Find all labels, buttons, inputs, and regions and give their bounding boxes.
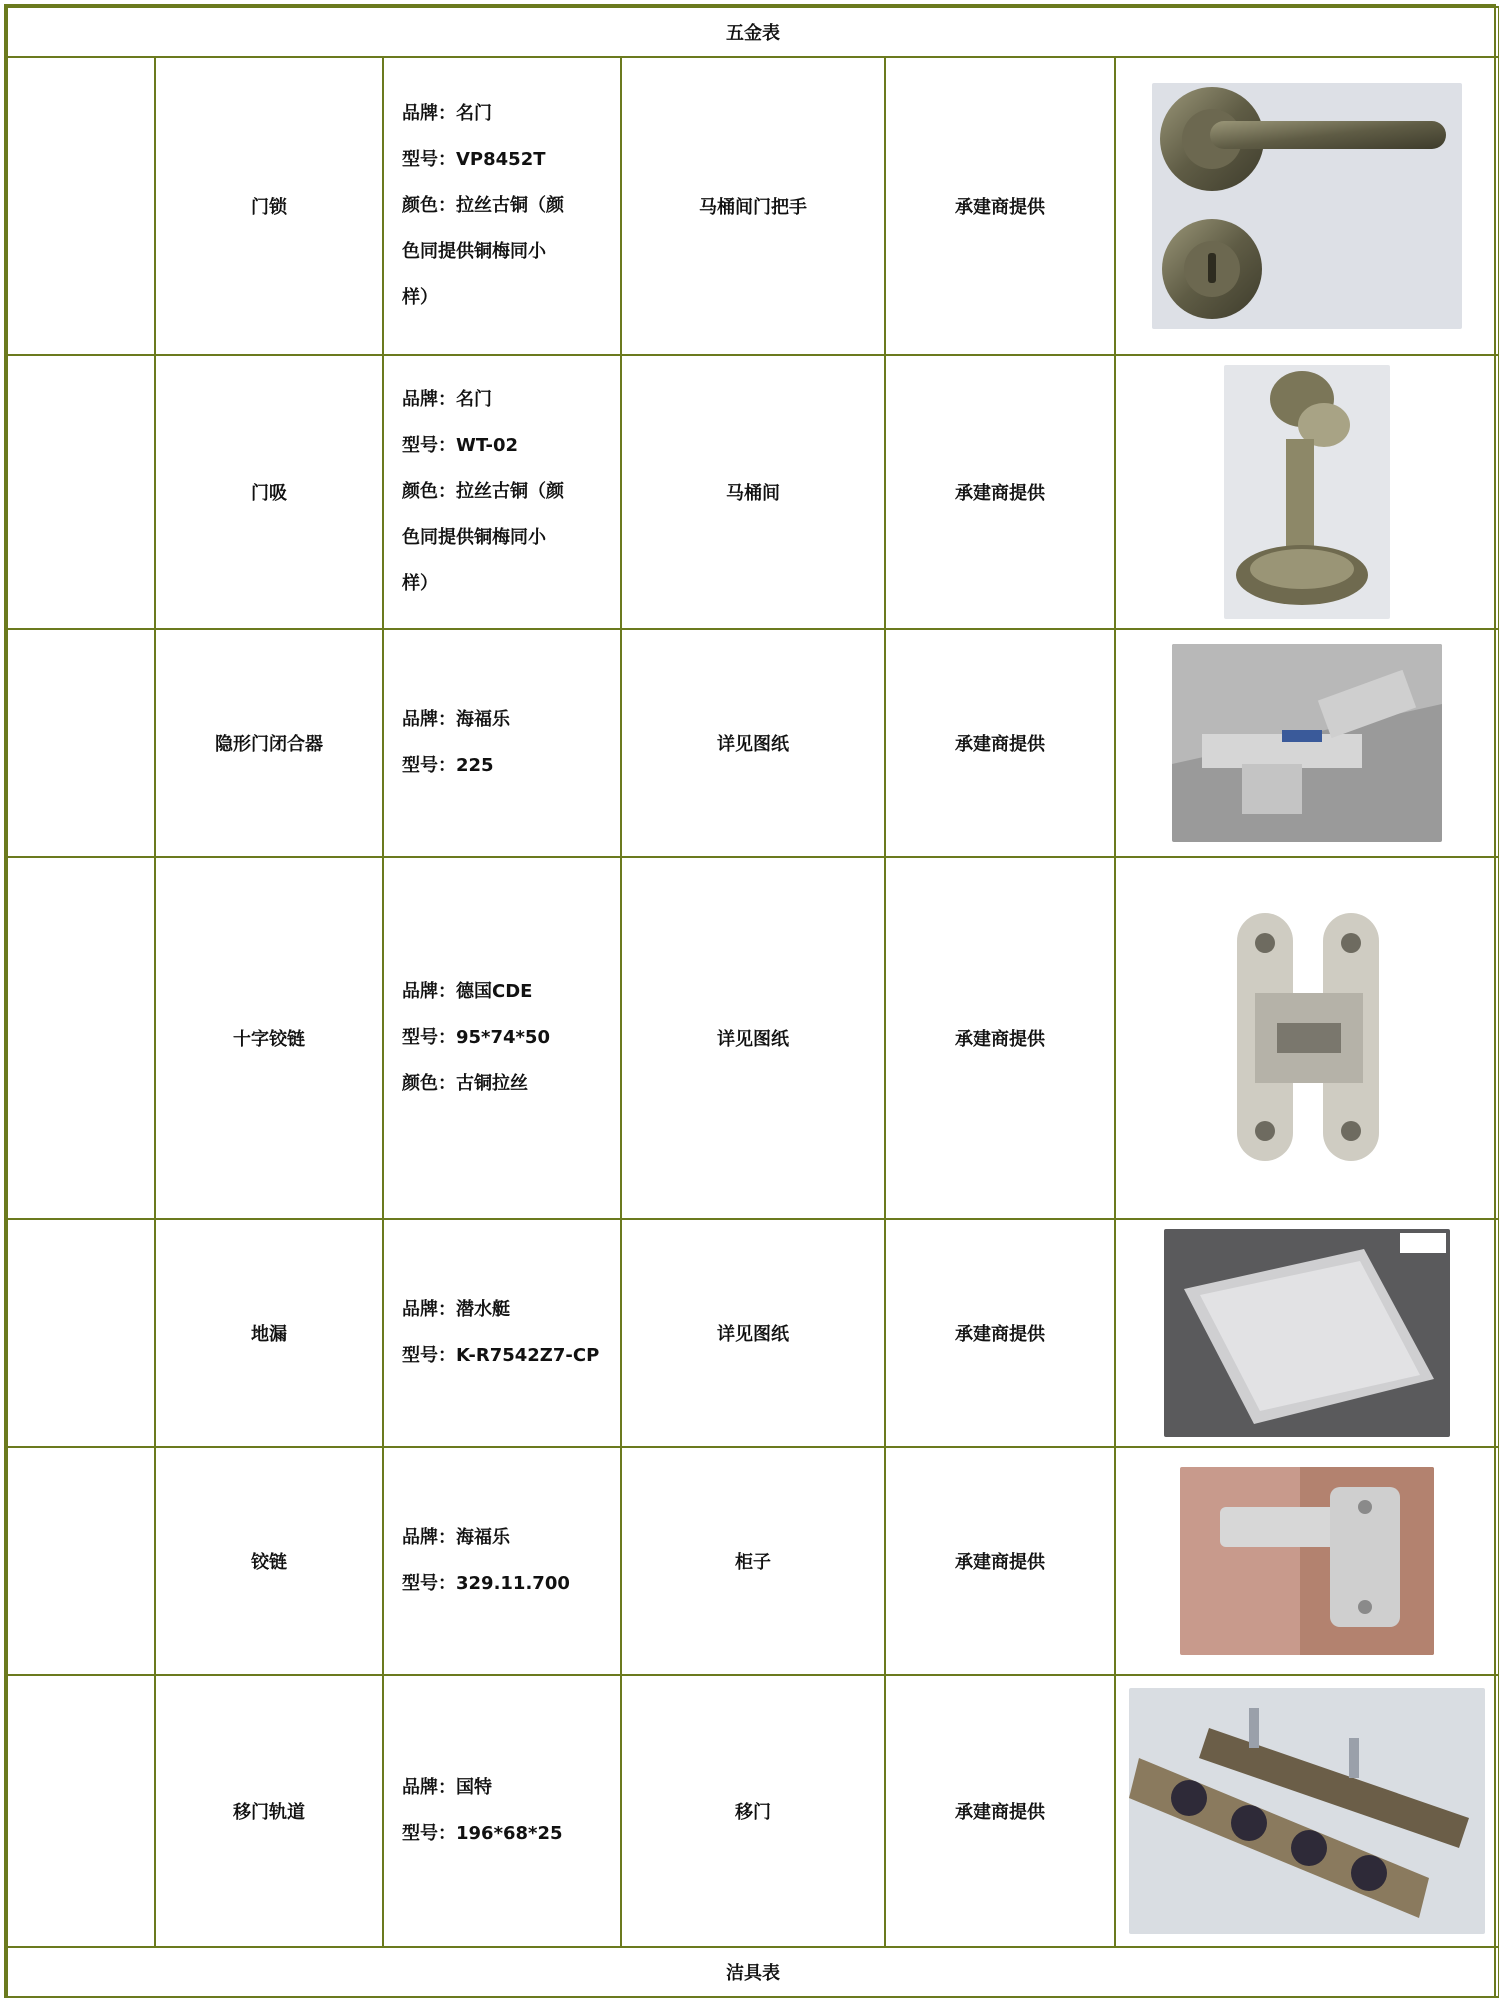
spec-line: 颜色：古铜拉丝 — [402, 1073, 528, 1094]
blank-cell — [7, 1219, 155, 1447]
item-photo-cell — [1115, 629, 1499, 857]
spec-line: 型号：K-R7542Z7-CP — [402, 1345, 600, 1366]
table-row — [7, 1447, 1499, 1675]
table-header-row — [7, 7, 1499, 57]
spec-line: 品牌：德国CDE — [402, 981, 533, 1002]
spec-line: 品牌：国特 — [402, 1777, 492, 1798]
item-supply: 承建商提供 — [885, 629, 1115, 857]
item-name: 地漏 — [155, 1219, 383, 1447]
table-footer-row — [7, 1947, 1499, 1997]
item-supply: 承建商提供 — [885, 355, 1115, 629]
hardware-table — [6, 6, 1499, 1998]
item-spec — [383, 1447, 621, 1675]
spec-line: 品牌：名门 — [402, 103, 492, 124]
item-spec — [383, 1219, 621, 1447]
blank-cell — [7, 1447, 155, 1675]
table-row — [7, 355, 1499, 629]
spec-line: 型号：95*74*50 — [402, 1027, 550, 1048]
cabinet-hinge-image — [1180, 1467, 1434, 1655]
item-supply: 承建商提供 — [885, 57, 1115, 355]
blank-cell — [7, 629, 155, 857]
item-spec — [383, 57, 621, 355]
item-spec — [383, 355, 621, 629]
item-name: 隐形门闭合器 — [155, 629, 383, 857]
spec-line: 色同提供铜梅同小 — [402, 527, 546, 548]
table-row — [7, 57, 1499, 355]
item-location: 详见图纸 — [621, 629, 885, 857]
spec-line: 型号：VP8452T — [402, 149, 546, 170]
spec-line: 色同提供铜梅同小 — [402, 241, 546, 262]
item-location: 柜子 — [621, 1447, 885, 1675]
concealed-hinge-image — [1207, 903, 1407, 1173]
blank-cell — [7, 857, 155, 1219]
spec-line: 颜色：拉丝古铜（颜 — [402, 481, 564, 502]
item-spec — [383, 1675, 621, 1947]
item-name: 门锁 — [155, 57, 383, 355]
item-spec — [383, 629, 621, 857]
hardware-schedule-sheet — [4, 4, 1496, 1998]
item-spec — [383, 857, 621, 1219]
spec-line: 品牌：潜水艇 — [402, 1299, 510, 1320]
concealed-door-closer-image — [1172, 644, 1442, 842]
item-supply: 承建商提供 — [885, 1675, 1115, 1947]
item-photo-cell — [1115, 355, 1499, 629]
table-row — [7, 629, 1499, 857]
spec-line: 颜色：拉丝古铜（颜 — [402, 195, 564, 216]
item-location: 详见图纸 — [621, 857, 885, 1219]
spec-line: 型号：196*68*25 — [402, 1823, 563, 1844]
item-photo-cell — [1115, 1447, 1499, 1675]
item-supply: 承建商提供 — [885, 1447, 1115, 1675]
item-name: 移门轨道 — [155, 1675, 383, 1947]
item-location: 详见图纸 — [621, 1219, 885, 1447]
item-name: 十字铰链 — [155, 857, 383, 1219]
spec-line: 型号：329.11.700 — [402, 1573, 570, 1594]
door-stopper-image — [1224, 365, 1390, 619]
sliding-door-track-image — [1129, 1688, 1485, 1934]
item-photo-cell — [1115, 57, 1499, 355]
item-location: 马桶间门把手 — [621, 57, 885, 355]
item-photo-cell — [1115, 1675, 1499, 1947]
door-lever-handle-image — [1152, 83, 1462, 329]
section-title-sanitary: 洁具表 — [7, 1947, 1499, 1997]
spec-line: 品牌：海福乐 — [402, 1527, 510, 1548]
blank-cell — [7, 57, 155, 355]
blank-cell — [7, 355, 155, 629]
table-row — [7, 857, 1499, 1219]
spec-line: 品牌：海福乐 — [402, 709, 510, 730]
floor-drain-image — [1164, 1229, 1450, 1437]
spec-line: 样） — [402, 573, 438, 594]
item-supply: 承建商提供 — [885, 1219, 1115, 1447]
blank-cell — [7, 1675, 155, 1947]
item-name: 门吸 — [155, 355, 383, 629]
item-location: 马桶间 — [621, 355, 885, 629]
item-photo-cell — [1115, 1219, 1499, 1447]
section-title-hardware: 五金表 — [7, 7, 1499, 57]
item-name: 铰链 — [155, 1447, 383, 1675]
table-row — [7, 1675, 1499, 1947]
spec-line: 样） — [402, 287, 438, 308]
spec-line: 型号：WT-02 — [402, 435, 519, 456]
item-location: 移门 — [621, 1675, 885, 1947]
spec-line: 型号：225 — [402, 755, 494, 776]
item-supply: 承建商提供 — [885, 857, 1115, 1219]
table-row — [7, 1219, 1499, 1447]
spec-line: 品牌：名门 — [402, 389, 492, 410]
item-photo-cell — [1115, 857, 1499, 1219]
